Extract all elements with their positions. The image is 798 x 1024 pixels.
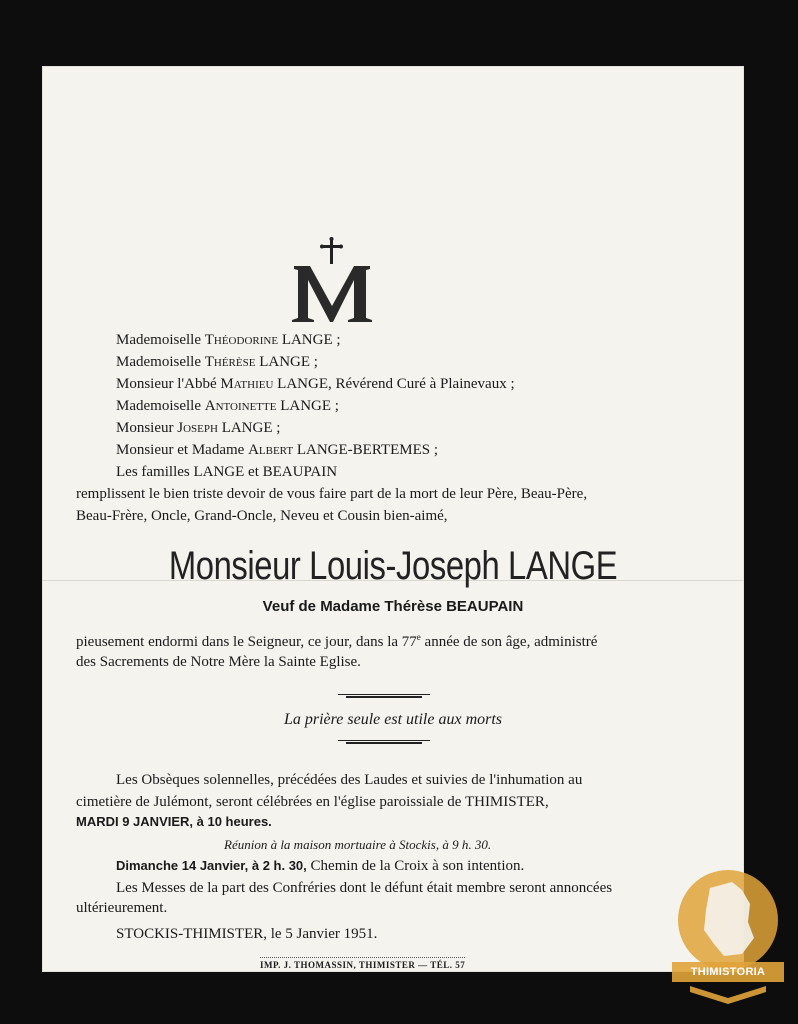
recipient-line: Mademoiselle Théodorine LANGE ; (116, 332, 341, 348)
funeral-date: MARDI 9 JANVIER, à 10 heures. (76, 814, 272, 829)
prayer-line: La prière seule est utile aux morts (283, 711, 503, 728)
funeral-line-1: Les Obsèques solennelles, précédées des Laudes et suivies de l'inhumation au (116, 772, 583, 788)
place-date: STOCKIS-THIMISTER, le 5 Janvier 1951. (116, 926, 378, 942)
recipient-line: Monsieur Joseph LANGE ; (116, 420, 281, 436)
marian-monogram-icon (282, 236, 382, 326)
recipient-line: Mademoiselle Thérèse LANGE ; (116, 354, 318, 370)
ornamental-rule (338, 740, 430, 745)
deceased-name: Monsieur Louis-Joseph LANGE (168, 544, 618, 588)
thimistoria-logo-icon (670, 868, 786, 1008)
thimistoria-watermark-text: THIMISTORIA (690, 966, 766, 978)
families-line: Les familles LANGE et BEAUPAIN (116, 464, 338, 480)
recipient-line: Mademoiselle Antoinette LANGE ; (116, 398, 339, 414)
announcement-line-2: Beau-Frère, Oncle, Grand-Oncle, Neveu et Cousin bien-aimé, (76, 508, 448, 524)
death-notice-line-1: pieusement endormi dans le Seigneur, ce jour, dans la 77e année de son âge, administré (76, 632, 598, 650)
masses-line-2: ultérieurement. (76, 900, 168, 916)
obituary-card (42, 66, 744, 972)
announcement-line-1: remplissent le bien triste devoir de vous faire part de la mort de leur Père, Beau-Père, (76, 486, 588, 502)
death-notice-line-2: des Sacrements de Notre Mère la Sainte Eglise. (76, 654, 361, 670)
recipient-line: Monsieur et Madame Albert LANGE-BERTEMES ; (116, 442, 439, 458)
printer-imprint: IMP. J. THOMASSIN, THIMISTER — TÉL. 57 (260, 957, 465, 970)
reunion-line: Réunion à la maison mortuaire à Stockis, à 9 h. 30. (224, 837, 492, 852)
widower-line: Veuf de Madame Thérèse BEAUPAIN (262, 598, 524, 615)
sunday-line: Dimanche 14 Janvier, à 2 h. 30, Chemin de la Croix à son intention. (116, 858, 525, 874)
funeral-line-2: cimetière de Julémont, seront célébrées en l'église paroissiale de THIMISTER, (76, 794, 549, 810)
masses-line-1: Les Messes de la part des Confréries dont le défunt était membre seront annoncées (116, 880, 613, 896)
recipient-line: Monsieur l'Abbé Mathieu LANGE, Révérend Curé à Plainevaux ; (116, 376, 515, 392)
ornamental-rule (338, 694, 430, 699)
